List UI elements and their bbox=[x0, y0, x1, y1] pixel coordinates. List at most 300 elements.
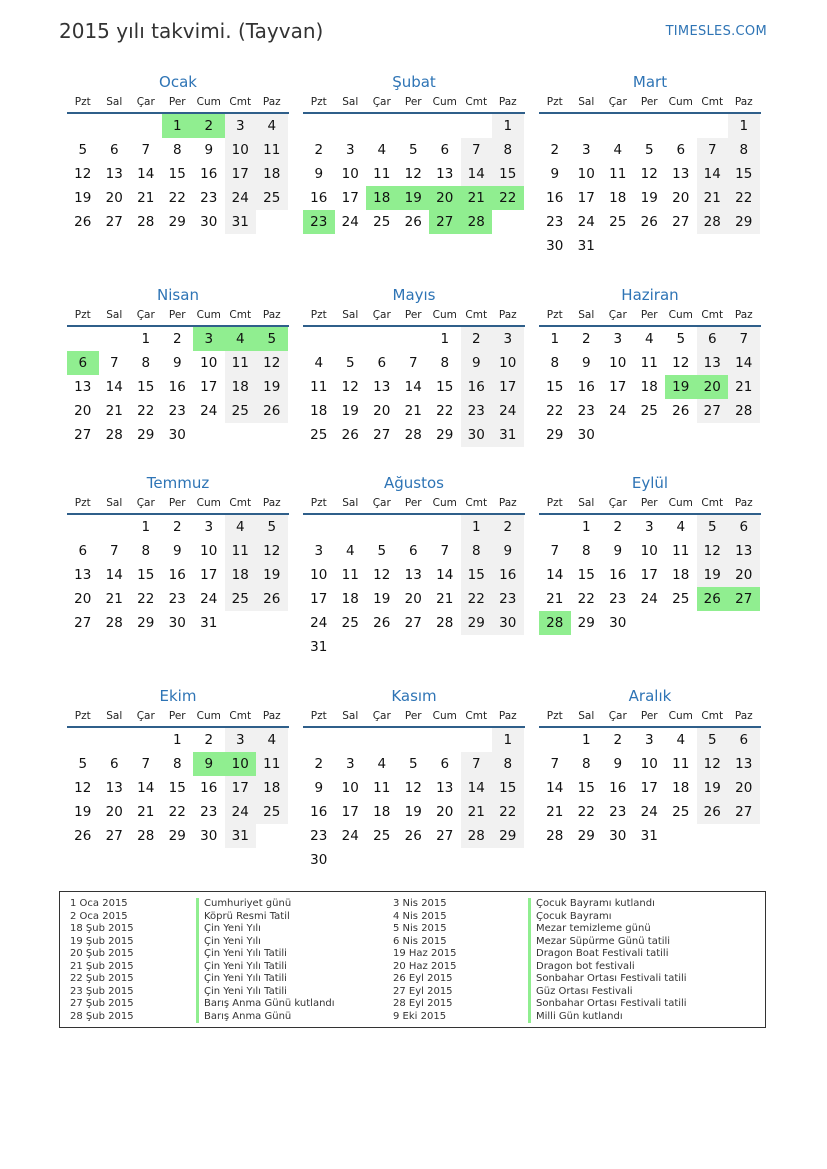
empty-cell bbox=[67, 114, 99, 138]
weekday-label: Per bbox=[640, 710, 658, 722]
weekday-label: Pzt bbox=[74, 309, 91, 321]
day-cell: 24 bbox=[341, 214, 359, 230]
day-cell: 13 bbox=[697, 351, 729, 375]
day-cell: 17 bbox=[200, 567, 218, 583]
day-cell: 6 bbox=[728, 515, 760, 539]
day-cell: 29 bbox=[728, 210, 760, 234]
day-cell: 1 bbox=[492, 114, 524, 138]
weekday-label: Cum bbox=[668, 497, 693, 509]
weekday-label: Per bbox=[404, 497, 422, 509]
day-cell: 10 bbox=[640, 543, 658, 559]
day-cell: 27 bbox=[373, 427, 391, 443]
day-cell: 28 bbox=[461, 824, 493, 848]
month-calendar bbox=[67, 285, 289, 447]
day-cell: 9 bbox=[172, 543, 182, 559]
day-cell: 22 bbox=[577, 804, 595, 820]
holiday-date: 26 Eyl 2015 bbox=[393, 973, 453, 984]
day-grid bbox=[539, 728, 761, 848]
day-cell: 8 bbox=[440, 355, 450, 371]
weekday-label: Paz bbox=[498, 96, 517, 108]
day-cell: 24 bbox=[225, 186, 257, 210]
day-cell: 16 bbox=[168, 567, 186, 583]
weekday-label: Paz bbox=[262, 710, 281, 722]
day-cell: 25 bbox=[310, 427, 328, 443]
day-cell: 29 bbox=[492, 824, 524, 848]
day-grid bbox=[67, 728, 289, 848]
day-cell: 4 bbox=[256, 728, 288, 752]
month-calendar bbox=[303, 285, 525, 447]
day-cell: 30 bbox=[200, 214, 218, 230]
day-cell: 20 bbox=[74, 591, 92, 607]
day-cell: 9 bbox=[581, 355, 591, 371]
day-cell: 23 bbox=[461, 399, 493, 423]
day-cell: 11 bbox=[672, 756, 690, 772]
weekday-label: Paz bbox=[734, 710, 753, 722]
day-cell: 25 bbox=[256, 186, 288, 210]
day-cell: 7 bbox=[461, 752, 493, 776]
day-cell: 3 bbox=[225, 114, 257, 138]
day-grid bbox=[303, 515, 525, 659]
day-cell: 6 bbox=[109, 142, 119, 158]
day-cell: 13 bbox=[404, 567, 422, 583]
day-cell: 21 bbox=[137, 190, 155, 206]
day-cell: 25 bbox=[225, 399, 257, 423]
holiday-day-cell: 27 bbox=[429, 210, 461, 234]
day-cell: 24 bbox=[310, 615, 328, 631]
day-cell: 27 bbox=[436, 828, 454, 844]
day-cell: 9 bbox=[314, 780, 324, 796]
weekday-label: Per bbox=[640, 309, 658, 321]
day-cell: 4 bbox=[676, 519, 686, 535]
day-cell: 5 bbox=[697, 728, 729, 752]
holiday-date: 4 Nis 2015 bbox=[393, 910, 447, 922]
weekday-label: Pzt bbox=[74, 710, 91, 722]
day-cell: 2 bbox=[550, 142, 560, 158]
day-cell: 29 bbox=[168, 214, 186, 230]
weekday-label: Cum bbox=[432, 497, 457, 509]
day-cell: 4 bbox=[314, 355, 324, 371]
weekday-label: Per bbox=[168, 96, 186, 108]
day-cell: 30 bbox=[168, 615, 186, 631]
day-cell: 11 bbox=[672, 543, 690, 559]
holiday-date: 19 Şub 2015 bbox=[70, 935, 134, 947]
day-cell: 14 bbox=[728, 351, 760, 375]
weekday-label: Paz bbox=[734, 497, 753, 509]
day-cell: 21 bbox=[728, 375, 760, 399]
empty-cell bbox=[571, 114, 603, 138]
day-cell: 12 bbox=[74, 166, 92, 182]
month-name: Şubat bbox=[392, 73, 436, 91]
day-cell: 9 bbox=[461, 351, 493, 375]
day-cell: 11 bbox=[373, 166, 391, 182]
day-cell: 9 bbox=[613, 543, 623, 559]
day-cell: 1 bbox=[141, 519, 151, 535]
holiday-date: 19 Haz 2015 bbox=[393, 948, 457, 959]
holiday-name: Cumhuriyet günü bbox=[196, 898, 291, 911]
day-cell: 30 bbox=[200, 828, 218, 844]
day-cell: 8 bbox=[461, 539, 493, 563]
day-cell: 30 bbox=[461, 423, 493, 447]
day-cell: 31 bbox=[225, 210, 257, 234]
empty-cell bbox=[99, 327, 131, 351]
day-cell: 31 bbox=[310, 639, 328, 655]
day-cell: 5 bbox=[345, 355, 355, 371]
day-cell: 12 bbox=[373, 567, 391, 583]
empty-cell bbox=[461, 728, 493, 752]
day-cell: 13 bbox=[436, 780, 454, 796]
weekday-label: Cmt bbox=[465, 96, 488, 108]
weekday-label: Pzt bbox=[310, 309, 327, 321]
day-cell: 18 bbox=[310, 403, 328, 419]
month-calendar bbox=[303, 72, 525, 234]
weekday-label: Çar bbox=[136, 309, 155, 321]
weekday-label: Cmt bbox=[229, 309, 252, 321]
day-cell: 7 bbox=[728, 327, 760, 351]
day-cell: 12 bbox=[697, 539, 729, 563]
empty-cell bbox=[130, 114, 162, 138]
day-cell: 14 bbox=[436, 567, 454, 583]
empty-cell bbox=[665, 114, 697, 138]
weekday-label: Çar bbox=[608, 96, 627, 108]
holiday-date: 27 Şub 2015 bbox=[70, 998, 134, 1009]
holiday-day-cell: 4 bbox=[225, 327, 257, 351]
day-cell: 5 bbox=[256, 515, 288, 539]
day-cell: 29 bbox=[546, 427, 564, 443]
holiday-name: Çin Yeni Yılı bbox=[196, 923, 261, 936]
day-cell: 17 bbox=[640, 780, 658, 796]
day-cell: 3 bbox=[345, 756, 355, 772]
day-cell: 9 bbox=[314, 166, 324, 182]
holiday-day-cell: 19 bbox=[665, 375, 697, 399]
day-cell: 2 bbox=[581, 331, 591, 347]
weekday-label: Per bbox=[404, 710, 422, 722]
day-cell: 19 bbox=[74, 190, 92, 206]
weekday-label: Sal bbox=[342, 710, 359, 722]
holiday-day-cell: 3 bbox=[193, 327, 225, 351]
day-cell: 10 bbox=[200, 543, 218, 559]
day-cell: 17 bbox=[577, 190, 595, 206]
day-cell: 22 bbox=[168, 804, 186, 820]
weekday-label: Çar bbox=[136, 710, 155, 722]
empty-cell bbox=[366, 728, 398, 752]
day-cell: 5 bbox=[644, 142, 654, 158]
weekday-label: Çar bbox=[372, 96, 391, 108]
day-cell: 1 bbox=[440, 331, 450, 347]
month-name: Ağustos bbox=[384, 474, 444, 492]
day-cell: 25 bbox=[256, 800, 288, 824]
empty-cell bbox=[130, 728, 162, 752]
holiday-name: Köprü Resmi Tatil bbox=[196, 911, 290, 924]
day-cell: 16 bbox=[546, 190, 564, 206]
empty-cell bbox=[335, 515, 367, 539]
day-cell: 6 bbox=[377, 355, 387, 371]
day-grid bbox=[539, 114, 761, 258]
day-cell: 26 bbox=[404, 828, 422, 844]
day-cell: 24 bbox=[640, 591, 658, 607]
holiday-date: 18 Şub 2015 bbox=[70, 923, 134, 934]
weekday-label: Sal bbox=[106, 710, 123, 722]
day-cell: 3 bbox=[225, 728, 257, 752]
day-cell: 12 bbox=[256, 351, 288, 375]
day-cell: 3 bbox=[581, 142, 591, 158]
day-cell: 11 bbox=[225, 539, 257, 563]
holiday-day-cell: 10 bbox=[225, 752, 257, 776]
holiday-name: Sonbahar Ortası Festivali tatili bbox=[528, 973, 687, 986]
day-cell: 19 bbox=[404, 804, 422, 820]
day-cell: 20 bbox=[373, 403, 391, 419]
day-cell: 27 bbox=[105, 828, 123, 844]
day-cell: 3 bbox=[345, 142, 355, 158]
month-calendar bbox=[67, 686, 289, 848]
empty-cell bbox=[398, 327, 430, 351]
empty-cell bbox=[539, 515, 571, 539]
holiday-name: Sonbahar Ortası Festivali tatili bbox=[528, 998, 687, 1011]
day-cell: 15 bbox=[492, 162, 524, 186]
day-cell: 16 bbox=[577, 379, 595, 395]
weekday-header bbox=[67, 307, 289, 327]
day-cell: 30 bbox=[577, 427, 595, 443]
day-cell: 11 bbox=[225, 351, 257, 375]
day-cell: 27 bbox=[672, 214, 690, 230]
weekday-label: Sal bbox=[106, 497, 123, 509]
holiday-name: Güz Ortası Festivali bbox=[528, 986, 633, 999]
weekday-label: Paz bbox=[262, 96, 281, 108]
holiday-day-cell: 28 bbox=[539, 611, 571, 635]
day-cell: 19 bbox=[697, 776, 729, 800]
weekday-label: Pzt bbox=[546, 96, 563, 108]
weekday-header bbox=[67, 708, 289, 728]
day-cell: 22 bbox=[436, 403, 454, 419]
holiday-name: Çin Yeni Yılı Tatili bbox=[196, 986, 287, 999]
day-cell: 13 bbox=[74, 567, 92, 583]
day-cell: 17 bbox=[609, 379, 627, 395]
holiday-name: Çocuk Bayramı kutlandı bbox=[528, 898, 655, 911]
day-cell: 28 bbox=[137, 214, 155, 230]
weekday-label: Cum bbox=[432, 309, 457, 321]
weekday-label: Pzt bbox=[546, 309, 563, 321]
weekday-label: Per bbox=[404, 309, 422, 321]
day-cell: 2 bbox=[613, 519, 623, 535]
holiday-day-cell: 20 bbox=[697, 375, 729, 399]
day-cell: 3 bbox=[492, 327, 524, 351]
weekday-label: Çar bbox=[136, 96, 155, 108]
weekday-label: Paz bbox=[262, 497, 281, 509]
holiday-date: 27 Eyl 2015 bbox=[393, 985, 453, 997]
weekday-label: Cmt bbox=[701, 309, 724, 321]
day-cell: 22 bbox=[577, 591, 595, 607]
day-cell: 20 bbox=[105, 190, 123, 206]
empty-cell bbox=[303, 728, 335, 752]
day-cell: 5 bbox=[78, 142, 88, 158]
day-cell: 12 bbox=[74, 780, 92, 796]
empty-cell bbox=[67, 515, 99, 539]
empty-cell bbox=[366, 114, 398, 138]
day-cell: 9 bbox=[172, 355, 182, 371]
holiday-day-cell: 21 bbox=[461, 186, 493, 210]
empty-cell bbox=[303, 515, 335, 539]
weekday-label: Cmt bbox=[701, 497, 724, 509]
day-cell: 25 bbox=[373, 828, 391, 844]
day-cell: 20 bbox=[404, 591, 422, 607]
day-cell: 11 bbox=[256, 752, 288, 776]
weekday-label: Sal bbox=[106, 96, 123, 108]
day-cell: 15 bbox=[728, 162, 760, 186]
holiday-date: 20 Haz 2015 bbox=[393, 960, 457, 972]
day-cell: 6 bbox=[440, 756, 450, 772]
weekday-label: Çar bbox=[608, 309, 627, 321]
day-cell: 26 bbox=[697, 800, 729, 824]
day-cell: 8 bbox=[581, 756, 591, 772]
day-grid bbox=[539, 327, 761, 447]
day-cell: 13 bbox=[105, 780, 123, 796]
day-cell: 25 bbox=[225, 587, 257, 611]
month-calendar bbox=[67, 473, 289, 635]
day-cell: 7 bbox=[550, 756, 560, 772]
empty-cell bbox=[335, 327, 367, 351]
day-cell: 15 bbox=[492, 776, 524, 800]
empty-cell bbox=[461, 114, 493, 138]
weekday-label: Cmt bbox=[229, 710, 252, 722]
weekday-label: Sal bbox=[578, 497, 595, 509]
holiday-name: Dragon Boat Festivali tatili bbox=[528, 948, 668, 961]
empty-cell bbox=[67, 327, 99, 351]
day-cell: 18 bbox=[373, 804, 391, 820]
day-cell: 10 bbox=[225, 138, 257, 162]
day-cell: 25 bbox=[640, 403, 658, 419]
day-cell: 26 bbox=[256, 587, 288, 611]
holiday-day-cell: 6 bbox=[67, 351, 99, 375]
day-grid bbox=[303, 327, 525, 447]
day-cell: 18 bbox=[609, 190, 627, 206]
day-cell: 3 bbox=[644, 519, 654, 535]
month-calendar bbox=[539, 72, 761, 258]
month-name: Ekim bbox=[159, 687, 197, 705]
weekday-label: Çar bbox=[136, 497, 155, 509]
empty-cell bbox=[697, 114, 729, 138]
holiday-name: Çin Yeni Yılı Tatili bbox=[196, 973, 287, 986]
day-cell: 28 bbox=[404, 427, 422, 443]
day-cell: 30 bbox=[609, 828, 627, 844]
day-cell: 23 bbox=[546, 214, 564, 230]
weekday-header bbox=[67, 94, 289, 114]
day-cell: 10 bbox=[310, 567, 328, 583]
day-cell: 16 bbox=[310, 804, 328, 820]
day-cell: 14 bbox=[697, 162, 729, 186]
weekday-label: Paz bbox=[734, 96, 753, 108]
month-name: Nisan bbox=[157, 286, 199, 304]
day-cell: 19 bbox=[74, 804, 92, 820]
day-cell: 25 bbox=[341, 615, 359, 631]
weekday-label: Cum bbox=[432, 96, 457, 108]
month-name: Kasım bbox=[391, 687, 437, 705]
holiday-date: 5 Nis 2015 bbox=[393, 923, 447, 934]
day-cell: 6 bbox=[697, 327, 729, 351]
day-cell: 13 bbox=[105, 166, 123, 182]
day-grid bbox=[303, 728, 525, 872]
day-cell: 21 bbox=[697, 186, 729, 210]
day-cell: 10 bbox=[492, 351, 524, 375]
day-cell: 17 bbox=[341, 190, 359, 206]
month-name: Mart bbox=[632, 73, 668, 91]
day-cell: 4 bbox=[256, 114, 288, 138]
weekday-label: Cum bbox=[196, 710, 221, 722]
month-calendar bbox=[539, 285, 761, 447]
day-cell: 11 bbox=[609, 166, 627, 182]
day-cell: 2 bbox=[314, 756, 324, 772]
day-cell: 16 bbox=[168, 379, 186, 395]
weekday-label: Cum bbox=[668, 710, 693, 722]
day-cell: 4 bbox=[377, 142, 387, 158]
day-cell: 14 bbox=[105, 379, 123, 395]
day-cell: 25 bbox=[373, 214, 391, 230]
day-cell: 27 bbox=[728, 800, 760, 824]
day-cell: 19 bbox=[341, 403, 359, 419]
weekday-label: Cmt bbox=[465, 309, 488, 321]
day-cell: 14 bbox=[461, 776, 493, 800]
day-cell: 16 bbox=[200, 166, 218, 182]
day-cell: 27 bbox=[74, 427, 92, 443]
holiday-date: 21 Şub 2015 bbox=[70, 960, 134, 972]
day-cell: 21 bbox=[404, 403, 422, 419]
weekday-label: Cmt bbox=[701, 96, 724, 108]
holiday-name: Mezar temizleme günü bbox=[528, 923, 651, 936]
day-cell: 8 bbox=[492, 138, 524, 162]
day-cell: 15 bbox=[461, 563, 493, 587]
day-cell: 7 bbox=[109, 355, 119, 371]
holiday-name: Çin Yeni Yılı Tatili bbox=[196, 961, 287, 974]
empty-cell bbox=[366, 327, 398, 351]
day-cell: 4 bbox=[613, 142, 623, 158]
day-grid bbox=[67, 515, 289, 635]
day-cell: 16 bbox=[609, 780, 627, 796]
day-cell: 15 bbox=[436, 379, 454, 395]
day-cell: 16 bbox=[609, 567, 627, 583]
day-cell: 24 bbox=[492, 399, 524, 423]
day-cell: 22 bbox=[168, 190, 186, 206]
weekday-label: Cmt bbox=[229, 96, 252, 108]
holiday-date: 1 Oca 2015 bbox=[70, 898, 128, 909]
weekday-label: Cmt bbox=[229, 497, 252, 509]
month-name: Ocak bbox=[159, 73, 197, 91]
month-name: Aralık bbox=[628, 687, 672, 705]
day-cell: 12 bbox=[404, 780, 422, 796]
empty-cell bbox=[335, 728, 367, 752]
month-calendar bbox=[539, 686, 761, 848]
holiday-day-cell: 18 bbox=[366, 186, 398, 210]
holiday-name: Dragon bot festivali bbox=[528, 961, 635, 974]
holiday-day-cell: 26 bbox=[697, 587, 729, 611]
day-cell: 6 bbox=[78, 543, 88, 559]
day-cell: 21 bbox=[546, 591, 564, 607]
weekday-label: Sal bbox=[578, 309, 595, 321]
weekday-label: Sal bbox=[106, 309, 123, 321]
holiday-date: 22 Şub 2015 bbox=[70, 973, 134, 984]
day-cell: 3 bbox=[204, 519, 214, 535]
day-cell: 23 bbox=[200, 804, 218, 820]
holiday-name: Çocuk Bayramı bbox=[528, 911, 612, 924]
day-cell: 18 bbox=[672, 567, 690, 583]
empty-cell bbox=[602, 114, 634, 138]
day-cell: 23 bbox=[492, 587, 524, 611]
weekday-label: Per bbox=[168, 710, 186, 722]
day-cell: 6 bbox=[728, 728, 760, 752]
weekday-label: Sal bbox=[342, 96, 359, 108]
day-cell: 8 bbox=[172, 142, 182, 158]
day-cell: 13 bbox=[373, 379, 391, 395]
site-logo-link[interactable]: TIMESLES.COM bbox=[665, 24, 767, 39]
day-cell: 7 bbox=[109, 543, 119, 559]
day-cell: 1 bbox=[492, 728, 524, 752]
